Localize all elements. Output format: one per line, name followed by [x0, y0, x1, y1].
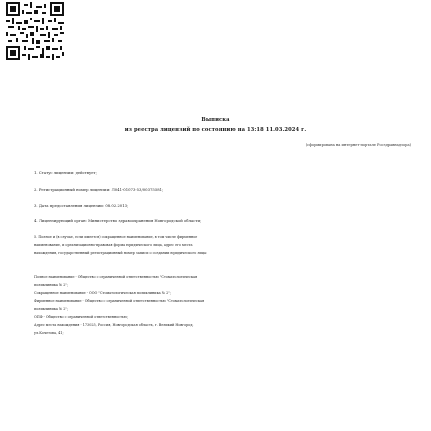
- org-line: Полное наименование - Общество с ограниченной ответственностью "Стоматологическая: [34, 275, 198, 279]
- org-line: поликлиника № 2";: [34, 307, 69, 311]
- item-date: 3. Дата предоставления лицензии: 08.02.2013;: [34, 203, 129, 208]
- item-org-heading-2: наименование, и организационно-правовая форма юридического лица, адрес его места: [34, 243, 193, 247]
- org-line: Сокращенное наименование - ООО "Стоматологическая поликлиника № 2";: [34, 291, 171, 295]
- org-line: Фирменное наименование - Общество с ограниченной ответственностью "Стоматологическая: [34, 299, 205, 303]
- org-line: ул.Кочетова, 41;: [34, 331, 64, 335]
- item-status: 1. Статус лицензии: действует;: [34, 170, 97, 175]
- item-authority: 4. Лицензирующий орган: Министерство здравоохранения Новгородской области;: [34, 218, 202, 223]
- item-org-heading-3: нахождения, государственный регистрационный номер записи о создании юридического лица:: [34, 251, 208, 255]
- doc-title: Выписка: [201, 117, 230, 123]
- item-org-heading-1: 5. Полное и (в случае, если имеется) сокращенное наименование, в том числе фирменное: [34, 235, 198, 239]
- doc-subtitle: из реестра лицензий по состоянию на 13:18 11.03.2024 г.: [124, 127, 307, 133]
- org-line: ОПФ - Общество с ограниченной ответственностью;: [34, 315, 128, 319]
- formed-note: (сформирована на интернет-портале Росздравнадзора): [305, 143, 411, 147]
- qr-code: [6, 2, 64, 60]
- org-line: поликлиника № 2";: [34, 283, 69, 287]
- org-line: Адрес места нахождения - 173025, Россия, Новгородская область, г. Великий Новгород,: [34, 323, 194, 327]
- item-reg-number: 2. Регистрационный номер лицензии: Л041-01073-53/00375581;: [34, 187, 164, 192]
